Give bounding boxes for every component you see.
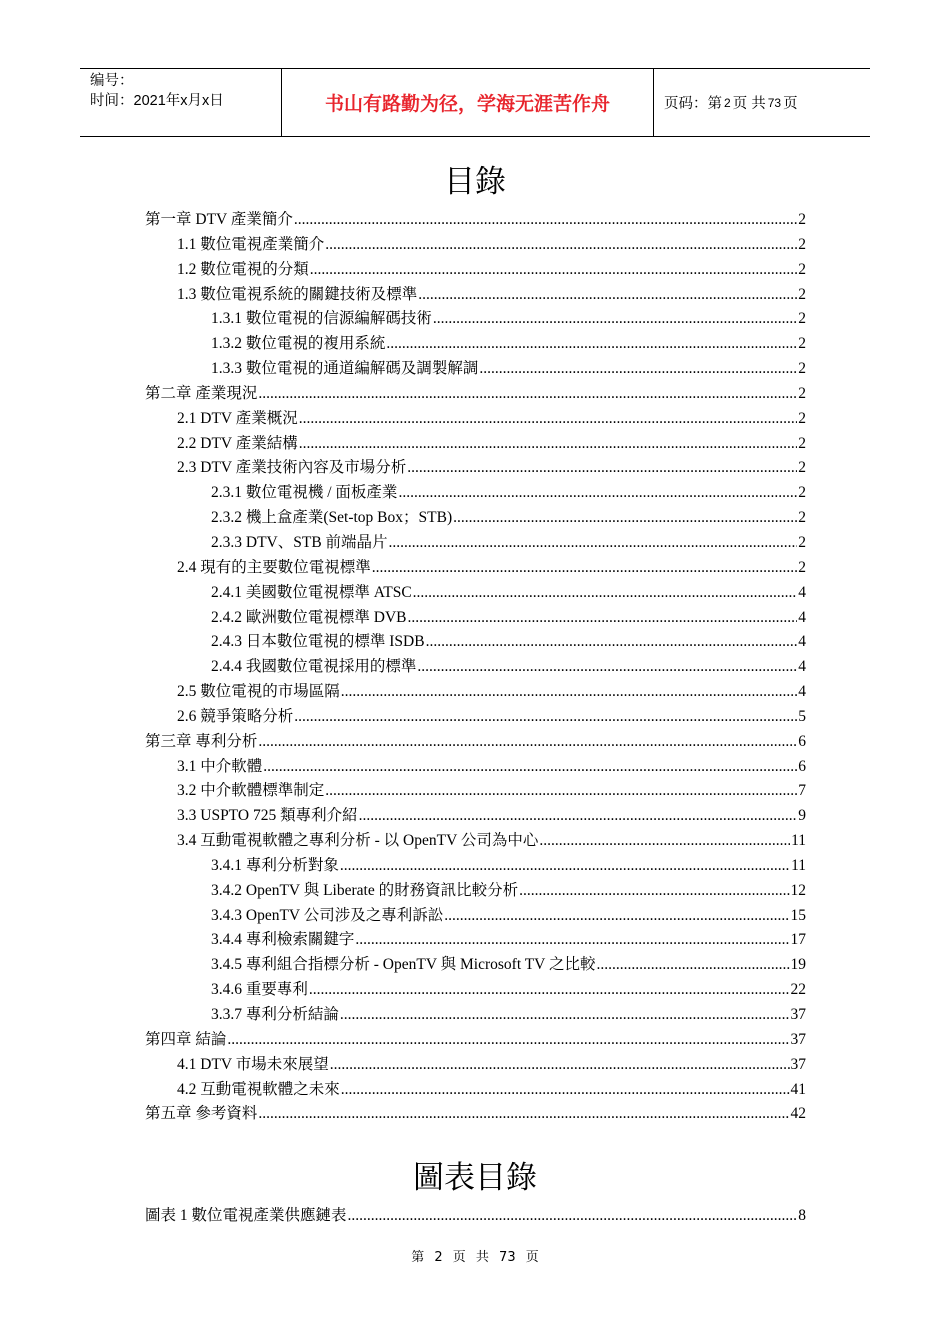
toc-entry[interactable] (145, 282, 806, 307)
dot-leader (325, 236, 797, 254)
dot-leader (426, 633, 798, 651)
toc-entry[interactable] (145, 1027, 806, 1052)
toc-entry-page: 12 (790, 881, 806, 899)
page-suffix: 页 (783, 96, 798, 112)
dot-leader (407, 459, 797, 477)
document-date: 时间：2021年x月x日 (90, 93, 224, 109)
toc-entry-text: 1.3 數位電視系統的關鍵技術及標準 (177, 285, 418, 303)
dot-leader (417, 658, 797, 676)
toc-entry[interactable] (145, 257, 806, 282)
dot-leader (539, 832, 790, 850)
document-number-label: 编号： (90, 73, 134, 89)
toc-entry-page: 2 (798, 310, 806, 328)
toc-entry-page: 9 (798, 807, 806, 825)
toc-entry[interactable] (145, 927, 806, 952)
toc-entry-page: 2 (798, 533, 806, 551)
toc-entry[interactable] (145, 480, 806, 505)
page-footer: 第 2 页 共 73 页 (411, 1250, 539, 1265)
toc-title: 目錄 (444, 164, 506, 200)
toc-entry-page: 37 (790, 1006, 806, 1023)
toc-entry-page: 6 (798, 757, 806, 775)
dot-leader (340, 1006, 790, 1024)
toc-entry-page: 7 (798, 782, 806, 800)
toc-entry[interactable] (145, 406, 806, 431)
dot-leader (227, 1031, 789, 1049)
page-mid: 页 共 (732, 96, 766, 112)
dot-leader (398, 484, 797, 502)
dot-leader (479, 360, 797, 378)
toc-entry-page: 5 (798, 707, 806, 725)
toc-entry-text: 2.3 DTV 產業技術內容及市場分析 (177, 459, 407, 477)
toc-entry-text: 2.2 DTV 產業結構 (177, 434, 298, 452)
toc-entry-text: 1.3.1 數位電視的信源編解碼技術 (211, 310, 432, 328)
toc-entry-text: 3.4.1 專利分析對象 (211, 856, 339, 874)
toc-entry-page: 2 (798, 360, 806, 378)
toc-entry-text: 2.6 競爭策略分析 (177, 707, 294, 725)
toc-entry-page: 2 (798, 409, 806, 427)
toc-entry[interactable] (145, 704, 806, 729)
toc-entry-text: 2.4.1 美國數位電視標準 ATSC (211, 583, 412, 601)
dot-leader (263, 758, 797, 776)
dot-leader (453, 509, 797, 527)
toc-entry-page: 4 (798, 583, 806, 601)
toc-entry[interactable] (145, 505, 806, 530)
toc-entry[interactable] (145, 1052, 806, 1077)
dot-leader (330, 1056, 790, 1074)
toc-entry[interactable] (145, 803, 806, 828)
toc-entry[interactable] (145, 654, 806, 679)
toc-entry-page: 2 (798, 235, 806, 253)
page-prefix: 页码：第 (664, 96, 722, 112)
toc-entry-text: 第三章 專利分析 (145, 732, 258, 750)
toc-entry-page: 11 (791, 856, 806, 874)
toc-entry[interactable] (145, 555, 806, 580)
dot-leader (596, 956, 789, 974)
toc-entry-text: 3.2 中介軟體標準制定 (177, 782, 325, 800)
toc-entry-text: 2.4.3 日本數位電視的標準 ISDB (211, 633, 425, 651)
toc-entry[interactable] (145, 1203, 806, 1228)
toc-entry[interactable] (145, 679, 806, 704)
toc-entry[interactable] (145, 431, 806, 456)
toc-entry-page: 2 (798, 509, 806, 527)
dot-leader (433, 310, 797, 328)
toc-entry-page: 37 (790, 1030, 806, 1048)
dot-leader (341, 1081, 790, 1099)
toc-entry-text: 2.3.2 機上盒產業(Set-top Box；STB) (211, 509, 453, 527)
page-header (80, 68, 870, 137)
toc-entry-page: 11 (791, 832, 806, 850)
toc-entry-page: 15 (790, 906, 806, 924)
dot-leader (309, 981, 790, 999)
toc-entry-text: 第一章 DTV 產業簡介 (145, 211, 293, 228)
toc-entry[interactable] (145, 1002, 806, 1027)
toc-entry[interactable] (145, 977, 806, 1002)
toc-entry-page: 2 (798, 285, 806, 303)
page-current: 2 (724, 95, 731, 110)
toc-entry-text: 3.4.6 重要專利 (211, 981, 308, 999)
dot-leader (372, 559, 797, 577)
toc-entry[interactable] (145, 455, 806, 480)
dot-leader (299, 435, 798, 453)
dot-leader (294, 211, 797, 229)
dot-leader (444, 907, 789, 925)
toc-entry-text: 圖表 1 數位電視產業供應鏈表 (145, 1207, 347, 1224)
toc-entry-text: 2.4 現有的主要數位電視標準 (177, 558, 371, 576)
toc-entry-page: 4 (798, 608, 806, 626)
toc-entry-text: 2.3.3 DTV、STB 前端晶片 (211, 533, 388, 551)
toc-entry-page: 37 (790, 1055, 806, 1073)
dot-leader (299, 410, 798, 428)
dot-leader (355, 931, 789, 949)
toc-entry-page: 2 (798, 459, 806, 477)
toc-entry-text: 3.1 中介軟體 (177, 757, 263, 775)
toc-entry-text: 1.3.3 數位電視的通道編解碼及調製解調 (211, 360, 479, 378)
toc-entry-text: 2.5 數位電視的市場區隔 (177, 683, 340, 701)
toc-entry-page: 2 (798, 558, 806, 576)
toc-entry-text: 4.1 DTV 市場未來展望 (177, 1055, 329, 1073)
toc-entry-page: 19 (790, 956, 806, 974)
toc-entry[interactable] (145, 952, 806, 977)
toc-entry-text: 2.4.4 我國數位電視採用的標準 (211, 658, 417, 676)
toc-entry-page: 4 (798, 633, 806, 651)
toc-entry[interactable] (145, 878, 806, 903)
toc-entry[interactable] (145, 853, 806, 878)
toc-entry-page: 2 (798, 260, 806, 278)
dot-leader (258, 385, 797, 403)
dot-leader (348, 1207, 798, 1225)
toc-entry-text: 2.1 DTV 產業概況 (177, 409, 298, 427)
toc-entry-text: 3.4.3 OpenTV 公司涉及之專利訴訟 (211, 906, 444, 924)
toc-entry-text: 3.4 互動電視軟體之專利分析 - 以 OpenTV 公司為中心 (177, 832, 539, 850)
dot-leader (389, 534, 798, 552)
dot-leader (341, 683, 797, 701)
toc-entry-text: 1.3.2 數位電視的複用系統 (211, 335, 386, 353)
toc-entry[interactable] (145, 729, 806, 754)
toc-entry-page: 41 (790, 1080, 806, 1098)
dot-leader (310, 261, 797, 279)
dot-leader (413, 584, 798, 602)
toc-entry-page: 2 (798, 434, 806, 452)
toc-entry-text: 2.4.2 歐洲數位電視標準 DVB (211, 608, 407, 626)
toc-entry-text: 1.1 數位電視產業簡介 (177, 235, 325, 253)
toc-entry-page: 6 (798, 732, 806, 750)
toc-entry-text: 3.3.7 專利分析結論 (211, 1006, 339, 1023)
dot-leader (325, 782, 797, 800)
dot-leader (407, 609, 797, 627)
toc-entry[interactable] (145, 232, 806, 257)
toc-entry[interactable] (145, 754, 806, 779)
toc-entry[interactable] (145, 629, 806, 654)
header-page-info (654, 69, 870, 136)
toc-entry[interactable] (145, 207, 806, 232)
toc-entry-text: 3.4.2 OpenTV 與 Liberate 的財務資訊比較分析 (211, 881, 519, 899)
toc-entry-page: 2 (798, 384, 806, 402)
toc-entry-text: 3.4.4 專利檢索關鍵字 (211, 931, 355, 949)
toc-entry[interactable] (145, 828, 806, 853)
dot-leader (294, 708, 797, 726)
toc-entry[interactable] (145, 1101, 806, 1126)
toc-entry[interactable] (145, 356, 806, 381)
dot-leader (519, 882, 789, 900)
toc-entry-text: 3.3 USPTO 725 類專利介紹 (177, 807, 358, 825)
toc-list (145, 207, 806, 1126)
toc-entry[interactable] (145, 903, 806, 928)
dot-leader (340, 857, 790, 875)
toc-entry-text: 2.3.1 數位電視機 / 面板產業 (211, 484, 398, 502)
toc-entry[interactable] (145, 530, 806, 555)
header-meta (80, 69, 282, 136)
page-total: 73 (767, 95, 782, 110)
toc-entry-page: 17 (790, 931, 806, 949)
toc-entry[interactable] (145, 331, 806, 356)
toc-entry-page: 8 (798, 1207, 806, 1224)
header-motto: 书山有路勤为径，学海无涯苦作舟 (282, 69, 654, 136)
toc-entry-page: 42 (790, 1105, 806, 1123)
toc-entry-page: 2 (798, 211, 806, 228)
toc-entry[interactable] (145, 381, 806, 406)
toc-entry[interactable] (145, 306, 806, 331)
toc-entry[interactable] (145, 778, 806, 803)
dot-leader (386, 335, 797, 353)
dot-leader (258, 1105, 789, 1123)
toc-entry-text: 1.2 數位電視的分類 (177, 260, 309, 278)
toc-entry[interactable] (145, 1077, 806, 1102)
dot-leader (258, 733, 797, 751)
toc-entry-page: 2 (798, 335, 806, 353)
toc-entry-text: 4.2 互動電視軟體之未來 (177, 1080, 340, 1098)
toc-entry-page: 2 (798, 484, 806, 502)
toc-entry-text: 第五章 參考資料 (145, 1105, 258, 1123)
toc-entry-text: 第四章 結論 (145, 1030, 227, 1048)
figures-list (145, 1203, 806, 1228)
dot-leader (359, 807, 798, 825)
toc-entry-text: 3.4.5 專利組合指標分析 - OpenTV 與 Microsoft TV 之比較 (211, 956, 596, 974)
toc-entry[interactable] (145, 580, 806, 605)
toc-entry[interactable] (145, 605, 806, 630)
toc-entry-page: 22 (790, 981, 806, 999)
dot-leader (418, 286, 797, 304)
toc-entry-page: 4 (798, 658, 806, 676)
figures-title: 圖表目錄 (413, 1160, 537, 1196)
toc-entry-page: 4 (798, 683, 806, 701)
toc-entry-text: 第二章 產業現況 (145, 384, 258, 402)
